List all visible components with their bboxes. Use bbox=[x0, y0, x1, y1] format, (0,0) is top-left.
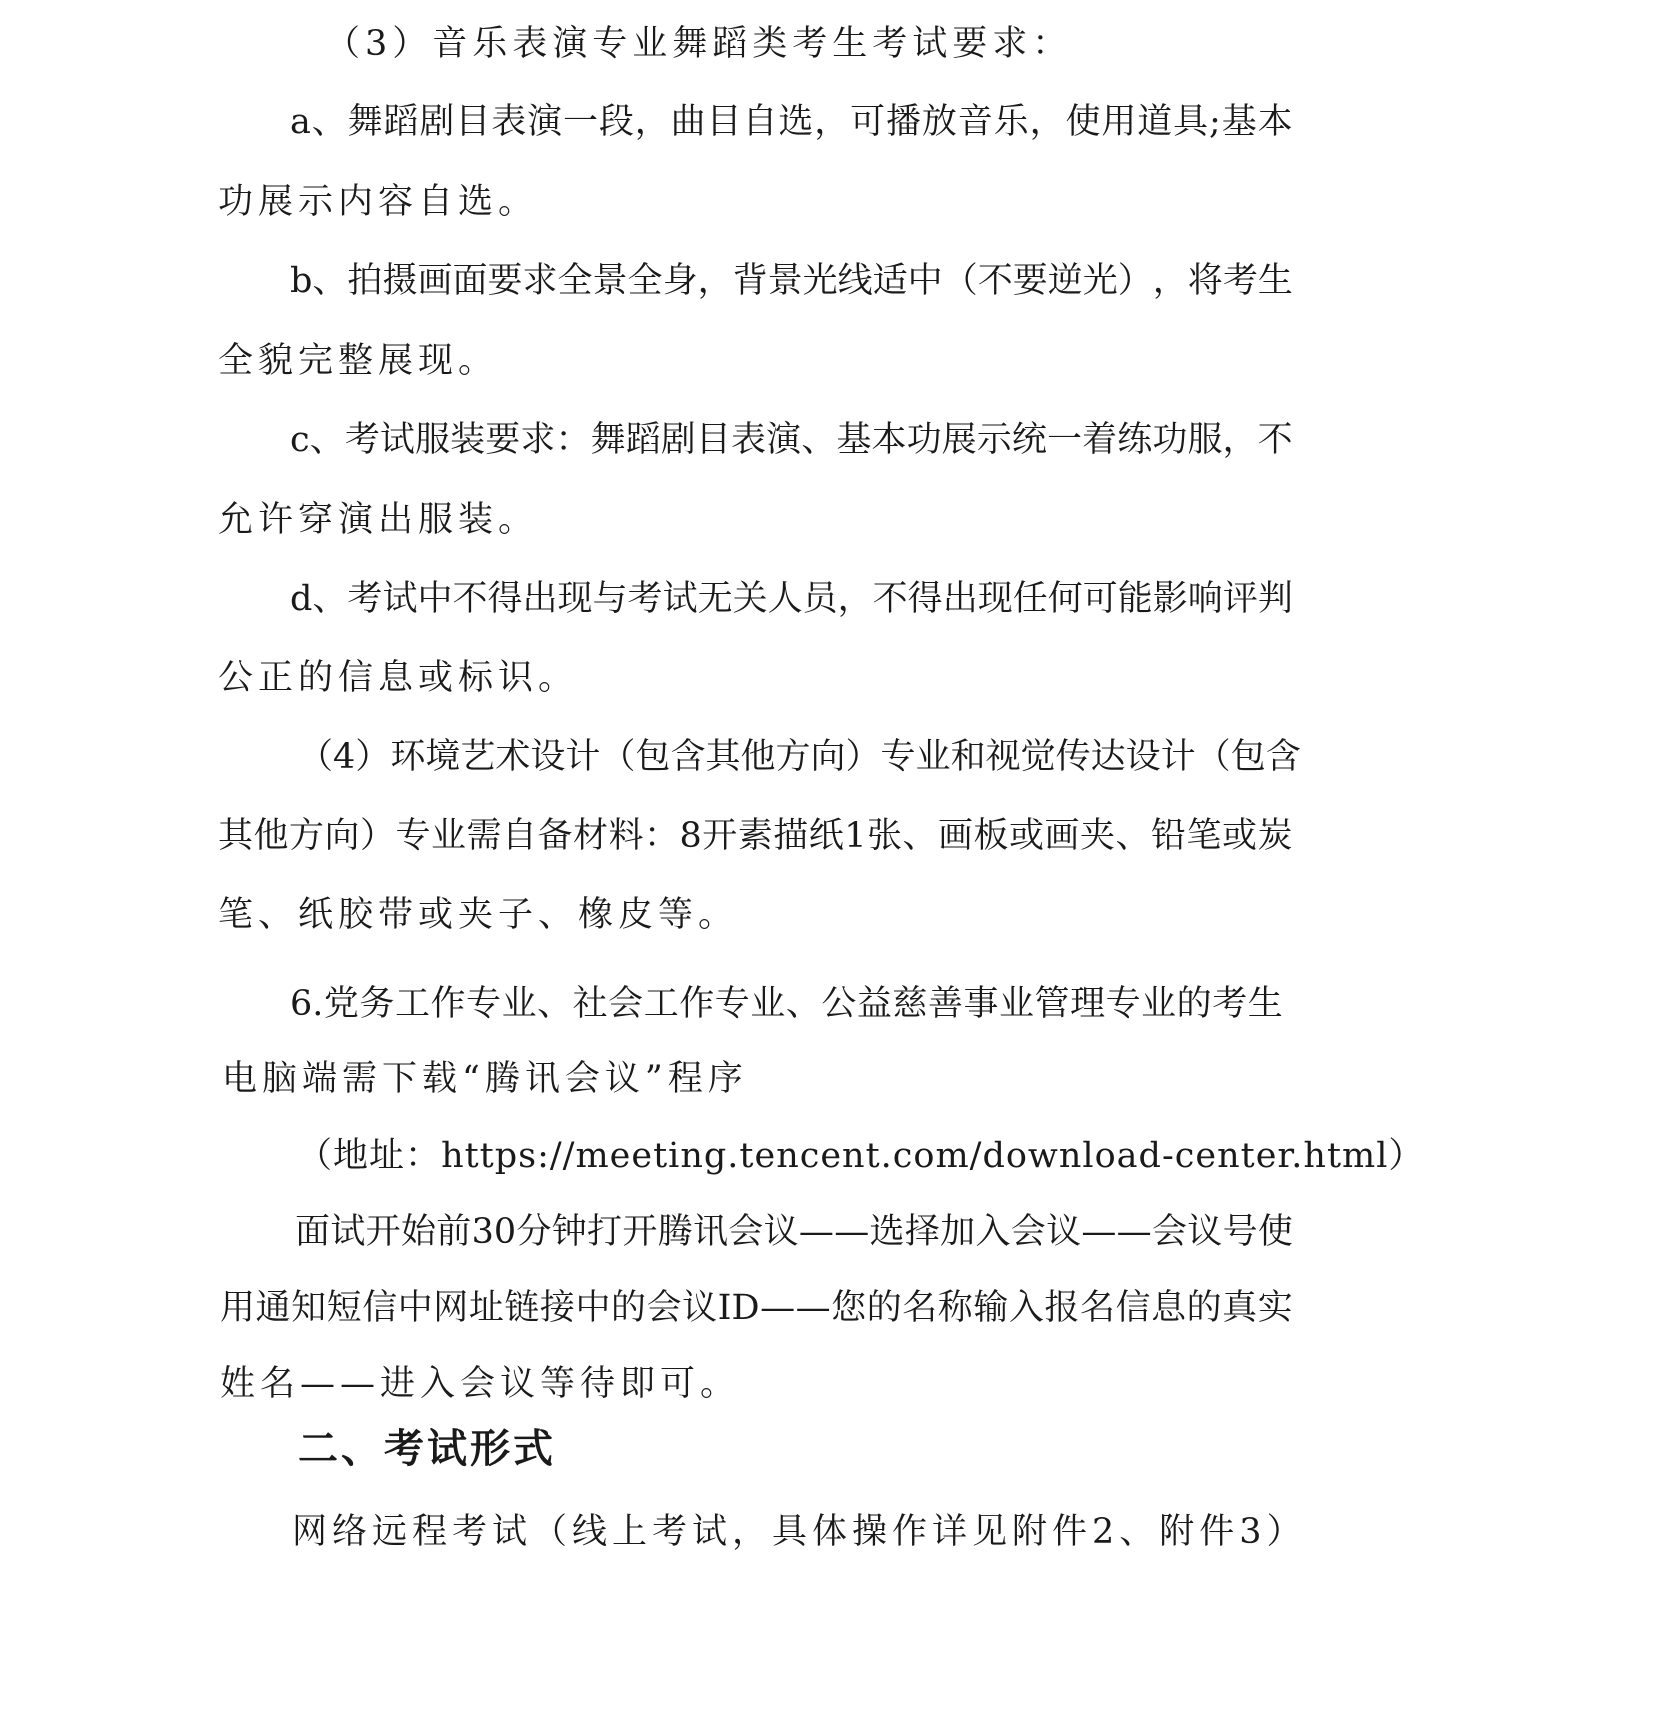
meeting-steps-line2: 用 通 知 短 信 中 网 址 链 接 中 的 会 议 ID — — 您 的 名 称 输 入 报 名 信 息 的 真 实 bbox=[220, 1288, 1293, 1328]
part2-body: 网络远程考试（线上考试，具体操作详见附件2、附件3） bbox=[292, 1512, 1307, 1552]
item-c-line2: 允许穿演出服装。 bbox=[218, 500, 539, 540]
section4-line3: 笔、纸胶带或夹子、橡皮等。 bbox=[218, 895, 739, 935]
meeting-steps-line1: 面 试 开 始 前 30 分 钟 打 开 腾 讯 会 议 — — 选 择 加 入 会 议 — — 会 议 号 使 bbox=[295, 1212, 1293, 1252]
section3-title: （3）音乐表演专业舞蹈类考生考试要求： bbox=[325, 24, 1073, 64]
section4-line2: 其 他 方 向 ） 专 业 需 自 备 材 料 ： 8 开 素 描 纸 1 张 、 画 板 或 画 夹 、 铅 笔 或 炭 bbox=[218, 816, 1293, 856]
item-c-line1: c 、 考 试 服 装 要 求 ： 舞 蹈 剧 目 表 演 、 基 本 功 展 示 统 一 着 练 功 服 ， 不 bbox=[290, 420, 1293, 460]
item-b-line1: b 、 拍 摄 画 面 要 求 全 景 全 身 ， 背 景 光 线 适 中 （ 不 要 逆 光 ） ， 将 考 生 bbox=[290, 261, 1293, 301]
item-a-line2: 功展示内容自选。 bbox=[218, 182, 539, 222]
download-address: （ 地 址 ： https://meeting.tencent.com/download-center.html ） bbox=[297, 1136, 1425, 1176]
section6-line2: 电脑端需下载“腾讯会议”程序 bbox=[222, 1059, 748, 1099]
part2-heading: 二、考试形式 bbox=[298, 1426, 556, 1472]
item-d-line2: 公正的信息或标识。 bbox=[218, 658, 579, 698]
item-d-line1: d 、 考 试 中 不 得 出 现 与 考 试 无 关 人 员 ， 不 得 出 现 任 何 可 能 影 响 评 判 bbox=[290, 579, 1293, 619]
item-b-line2: 全貌完整展现。 bbox=[218, 341, 499, 381]
section6-line1: 6. 党 务 工 作 专 业 、 社 会 工 作 专 业 、 公 益 慈 善 事 业 管 理 专 业 的 考 生 bbox=[290, 984, 1283, 1024]
meeting-steps-line3: 姓名——进入会议等待即可。 bbox=[220, 1364, 741, 1404]
item-a-line1: a 、 舞 蹈 剧 目 表 演 一 段 ， 曲 目 自 选 ， 可 播 放 音 乐 ， 使 用 道 具 ; 基 本 bbox=[290, 102, 1293, 142]
section4-line1: （ 4 ） 环 境 艺 术 设 计 （ 包 含 其 他 方 向 ） 专 业 和 视 觉 传 达 设 计 （ 包 含 bbox=[298, 737, 1301, 777]
